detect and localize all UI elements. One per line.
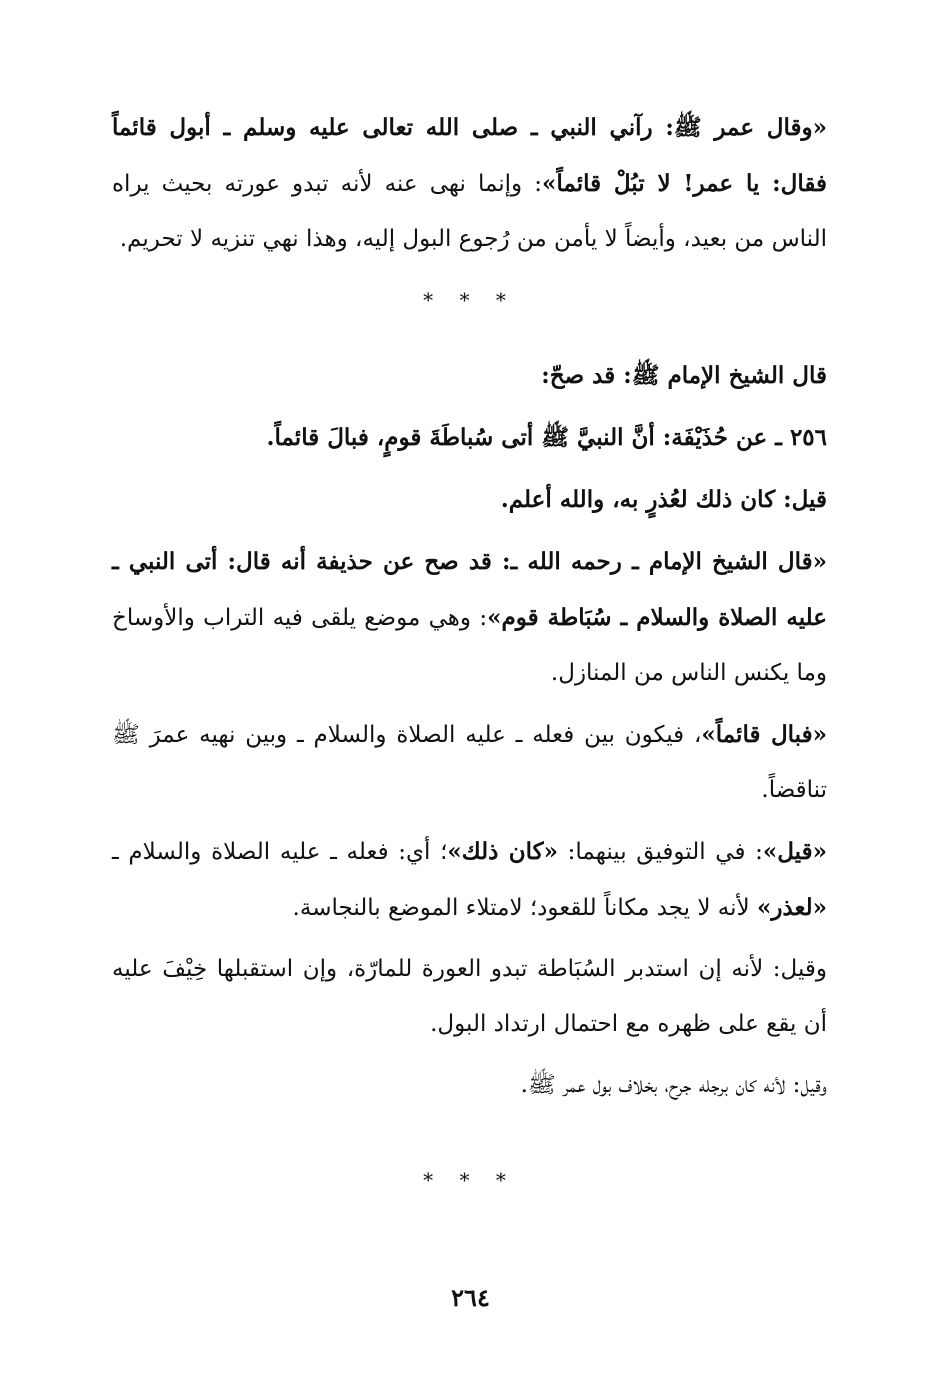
text-span: : في التوفيق بينهما: xyxy=(558,839,763,865)
paragraph-2 xyxy=(112,348,827,404)
text-span: لأنه لا يجد مكاناً للقعود؛ لامتلاء الموضع بالنجاسة. xyxy=(292,895,757,921)
bold-span: «قيل» xyxy=(762,838,827,865)
paragraph-1 xyxy=(112,100,827,267)
separator-1: * * * xyxy=(423,288,516,312)
text-span: وقيل: لأنه كان برجله جرح، بخلاف بول عمر ﷺ. xyxy=(520,1072,827,1098)
paragraph-8 xyxy=(112,942,827,1052)
paragraph-4 xyxy=(112,472,827,528)
text-span: : وإنما نهى عنه لأنه تبدو عورته بحيث يراه الناس من بعيد، وأيضاً لا يأمن من رُجوع البول إليه، وهذا نهي تنزيه لا تحريم. xyxy=(112,171,827,252)
bold-span: «لعذر» xyxy=(756,894,827,921)
paragraph-5 xyxy=(112,534,827,701)
text-span: : وهي موضع يلقى فيه التراب والأوساخ وما يكنس الناس من المنازل. xyxy=(112,605,827,686)
bold-span: «قال الشيخ الإمام ـ رحمه الله ـ: قد صح عن حذيفة أنه قال: أتى النبي ـ عليه الصلاة والسلام ـ سُبَاطة قوم» xyxy=(112,548,828,631)
bold-span: قال الشيخ الإمام ﷺ: قد صحّ: xyxy=(541,362,827,389)
bold-span: «كان ذلك» xyxy=(447,838,558,865)
paragraph-6 xyxy=(112,707,827,818)
page-number: ٢٦٤ xyxy=(451,1283,490,1312)
separator-2: * * * xyxy=(423,1168,516,1192)
bold-span: «فبال قائماً» xyxy=(701,721,827,748)
bold-span: «وقال عمر ﷺ: رآني النبي ـ صلى الله تعالى عليه وسلم ـ أبول قائماً فقال: يا عمر! لا تبُلْ قائماً» xyxy=(112,114,827,197)
paragraph-9 xyxy=(112,1058,827,1113)
paragraph-3 xyxy=(112,410,827,466)
text-span: ، فيكون بين فعله ـ عليه الصلاة والسلام ـ وبين نهيه عمرَ ﷺ تناقضاً. xyxy=(112,722,827,803)
paragraph-7 xyxy=(112,824,827,936)
bold-span: ٢٥٦ ـ عن حُذَيْفَة: أنَّ النبيَّ ﷺ أتى سُباطَةَ قومٍ، فبالَ قائماً. xyxy=(266,424,827,451)
page-body xyxy=(112,100,827,1228)
text-span: وقيل: لأنه إن استدبر السُبَاطة تبدو العورة للمارّة، وإن استقبلها خِيْفَ عليه أن يقع على ظهره مع احتمال ارتداد البول. xyxy=(112,956,827,1037)
bold-span: قيل: كان ذلك لعُذرٍ به، والله أعلم. xyxy=(500,486,827,513)
text-span: ؛ أي: فعله ـ عليه الصلاة والسلام ـ xyxy=(112,839,448,865)
